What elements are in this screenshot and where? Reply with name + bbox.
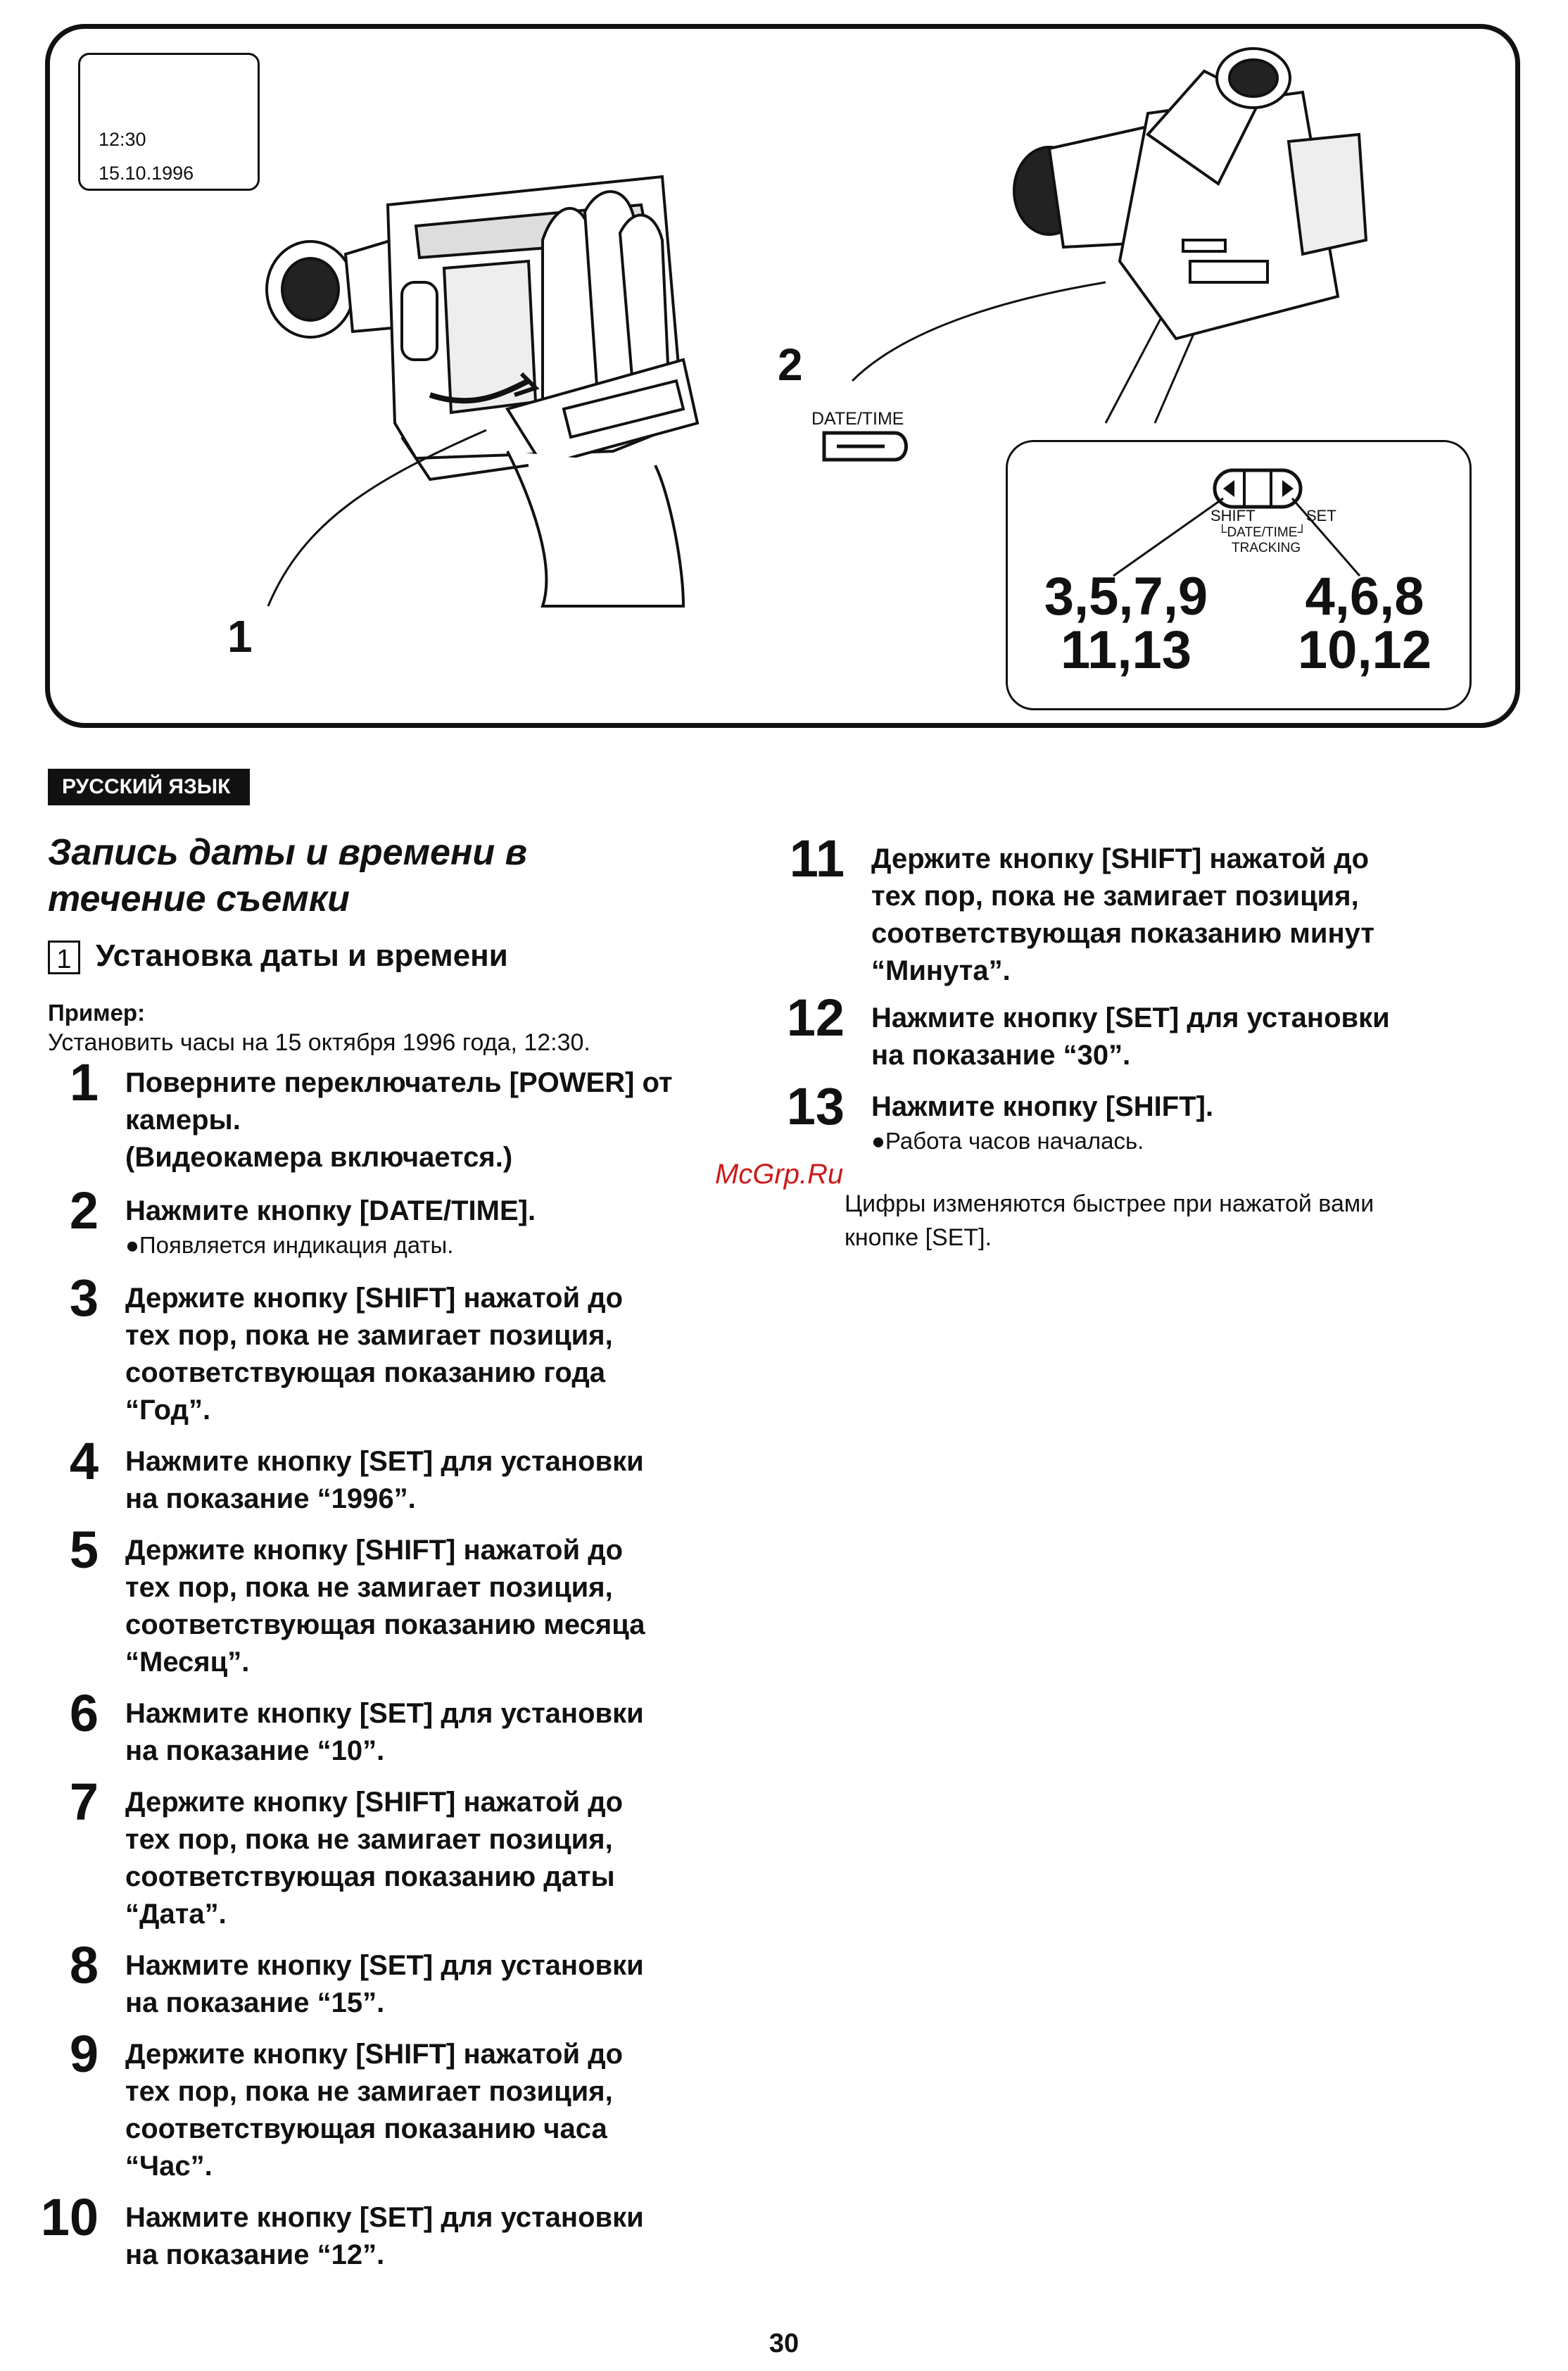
- step-note: ●Появляется индикация даты.: [125, 1232, 454, 1258]
- step-line: соответствующая показанию месяца: [125, 1609, 645, 1640]
- step-text: [871, 1000, 1448, 1074]
- set-label: SET: [1306, 507, 1336, 524]
- subsection-heading: [48, 935, 508, 977]
- camcorder-right-drawing: [1014, 49, 1366, 339]
- step-number: 6: [69, 1684, 99, 1742]
- step-text: [871, 1088, 1448, 1157]
- language-tag: РУССКИЙ ЯЗЫК: [48, 769, 250, 805]
- step-line: Нажмите кнопку [SET] для установки: [871, 1002, 1390, 1033]
- step-text: [125, 2199, 702, 2274]
- subsection-title: Установка даты и времени: [96, 938, 508, 973]
- section-title-line2: течение съемки: [48, 879, 350, 919]
- step-text: [125, 1064, 702, 1176]
- step-text: [125, 1280, 702, 1429]
- step-number: 2: [69, 1181, 99, 1240]
- step-number: 8: [69, 1936, 99, 1994]
- section-title-line1: Запись даты и времени в: [48, 832, 527, 873]
- date-time-label: DATE/TIME: [811, 409, 904, 429]
- step-line: на показание “15”.: [125, 1987, 385, 2018]
- step-line: Держите кнопку [SHIFT] нажатой до: [125, 1283, 624, 1314]
- date-time-sub-label: └DATE/TIME┘: [1218, 525, 1307, 540]
- step-line: Поверните переключатель [POWER] от: [125, 1067, 673, 1098]
- set-steps-line2: 10,12: [1297, 620, 1432, 680]
- step-number: 1: [69, 1053, 99, 1112]
- step-number: 7: [69, 1773, 99, 1831]
- step-line: (Видеокамера включается.): [125, 1142, 513, 1173]
- step-line: Держите кнопку [SHIFT] нажатой до: [125, 2039, 624, 2070]
- set-steps-line1: 4,6,8: [1305, 567, 1424, 627]
- step-text: [125, 1784, 702, 1933]
- step-line: на показание “10”.: [125, 1735, 385, 1766]
- step-text: [125, 2036, 702, 2185]
- step-number: 9: [69, 2025, 99, 2083]
- step-number: 10: [40, 2188, 99, 2246]
- date-time-button-icon: [824, 433, 906, 460]
- step-number: 11: [789, 829, 845, 888]
- step-line: на показание “12”.: [125, 2239, 385, 2270]
- step-line: Нажмите кнопку [SHIFT].: [871, 1091, 1214, 1122]
- step-line: Нажмите кнопку [SET] для установки: [125, 1446, 644, 1477]
- step-line: соответствующая показанию даты: [125, 1861, 615, 1892]
- camcorder-left-drawing: [267, 177, 697, 606]
- shift-step-numbers: [1042, 567, 1210, 680]
- step-line: “Час”.: [125, 2151, 213, 2182]
- step-line: тех пор, пока не замигает позиция,: [871, 881, 1359, 912]
- step-text: [125, 1193, 702, 1261]
- callout-2: 2: [778, 339, 803, 390]
- page-number: 30: [769, 2329, 799, 2358]
- step-line: “Месяц”.: [125, 1647, 250, 1678]
- lcd-display: [78, 53, 260, 191]
- final-note-line1: Цифры изменяются быстрее при нажатой вами: [845, 1190, 1374, 1217]
- button-detail-inset: [1006, 440, 1472, 710]
- example-text: Установить часы на 15 октября 1996 года, 12:30.: [48, 1029, 590, 1056]
- step-line: Нажмите кнопку [SET] для установки: [125, 2202, 644, 2233]
- step-line: Держите кнопку [SHIFT] нажатой до: [125, 1535, 624, 1566]
- callout-1: 1: [227, 611, 253, 662]
- step-number: 4: [69, 1432, 99, 1490]
- step-line: тех пор, пока не замигает позиция,: [125, 1572, 613, 1603]
- tracking-label: TRACKING: [1232, 541, 1301, 555]
- watermark: McGrp.Ru: [715, 1159, 844, 1190]
- section-title: [48, 829, 681, 922]
- step-line: на показание “1996”.: [125, 1483, 416, 1514]
- step-note: ●Работа часов началась.: [871, 1128, 1144, 1154]
- shift-steps-line1: 3,5,7,9: [1044, 567, 1208, 627]
- set-step-numbers: [1277, 567, 1453, 680]
- step-number: 3: [69, 1269, 99, 1327]
- step-text: [125, 1532, 702, 1681]
- step-line: “Минута”.: [871, 955, 1011, 986]
- step-line: Держите кнопку [SHIFT] нажатой до: [871, 843, 1370, 874]
- step-text: [871, 841, 1448, 990]
- step-text: [125, 1695, 702, 1770]
- step-line: на показание “30”.: [871, 1040, 1131, 1071]
- subsection-number: 1: [48, 941, 80, 974]
- step-number: 5: [69, 1521, 99, 1579]
- step-line: Держите кнопку [SHIFT] нажатой до: [125, 1787, 624, 1818]
- step-line: камеры.: [125, 1105, 241, 1136]
- step-number: 12: [786, 988, 845, 1047]
- shift-steps-line2: 11,13: [1061, 620, 1191, 680]
- step-text: [125, 1947, 702, 2022]
- final-note-line2: кнопке [SET].: [845, 1224, 992, 1251]
- step-line: тех пор, пока не замигает позиция,: [125, 1824, 613, 1855]
- lcd-time: 12:30: [99, 129, 146, 150]
- step-line: “Год”.: [125, 1395, 211, 1426]
- step-line: тех пор, пока не замигает позиция,: [125, 2076, 613, 2107]
- lcd-date: 15.10.1996: [99, 163, 194, 184]
- step-line: Нажмите кнопку [SET] для установки: [125, 1698, 644, 1729]
- example-label: Пример:: [48, 1000, 146, 1026]
- step-line: Нажмите кнопку [DATE/TIME].: [125, 1195, 536, 1226]
- step-line: соответствующая показанию года: [125, 1357, 605, 1388]
- step-line: соответствующая показанию минут: [871, 918, 1374, 949]
- step-number: 13: [786, 1077, 845, 1136]
- step-line: Нажмите кнопку [SET] для установки: [125, 1950, 644, 1981]
- shift-label: SHIFT: [1210, 507, 1256, 524]
- step-line: “Дата”.: [125, 1899, 227, 1930]
- step-line: соответствующая показанию часа: [125, 2113, 607, 2144]
- final-note: [845, 1187, 1478, 1254]
- step-line: тех пор, пока не замигает позиция,: [125, 1320, 613, 1351]
- illustration-panel: [45, 24, 1520, 728]
- step-text: [125, 1443, 702, 1518]
